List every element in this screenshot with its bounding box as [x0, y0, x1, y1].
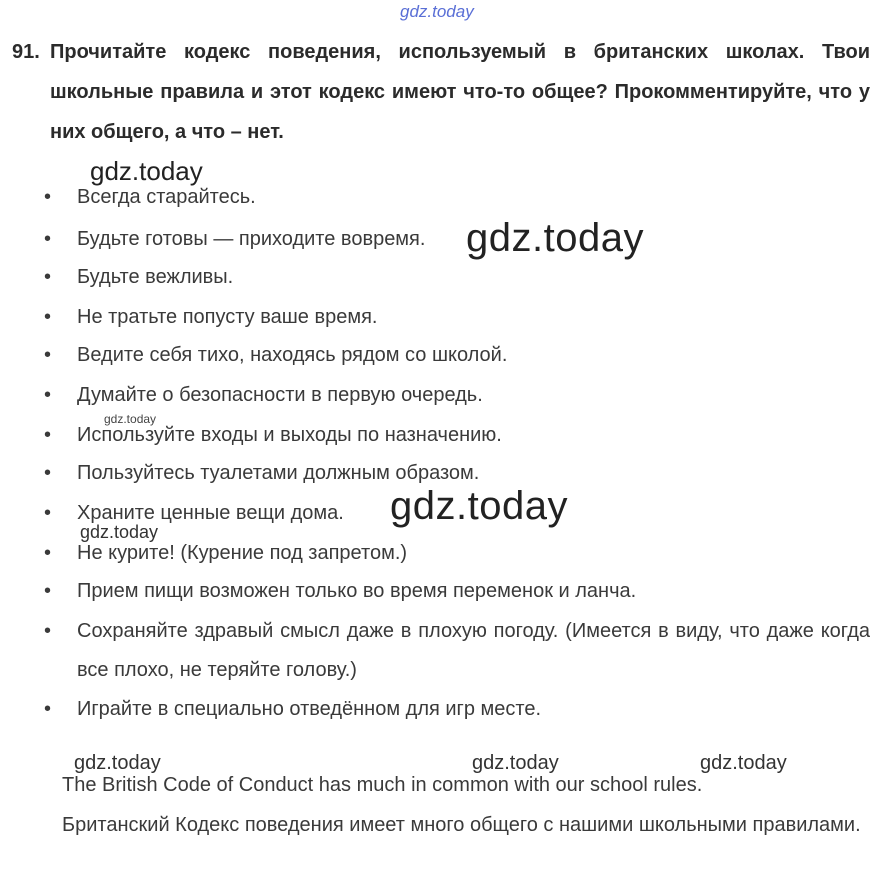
task-text: Прочитайте кодекс поведения, используемый в британских школах. Твои школьные правила и этот кодекс имеют что-то общее? Прокомментируйте, что у них общего, а что – нет. [50, 41, 870, 143]
bullet: • [44, 186, 52, 208]
bullet: • [44, 306, 52, 328]
list-item [44, 220, 870, 259]
rule-text: Пользуйтесь туалетами должным образом. [77, 462, 480, 484]
rule-text: Используйте входы и выходы по назначению. [77, 424, 502, 446]
watermark: gdz.today [472, 752, 559, 774]
list-item [44, 690, 870, 729]
task-heading [12, 32, 870, 152]
list-item [44, 376, 870, 415]
list-item [44, 178, 870, 217]
list-item [44, 336, 870, 375]
answer-russian: Британский Кодекс поведения имеет много общего с нашими школьными правилами. [62, 814, 861, 836]
bullet: • [44, 698, 52, 720]
rule-text: Прием пищи возможен только во время переменок и ланча. [77, 580, 637, 602]
list-item [44, 454, 870, 493]
rule-text: Думайте о безопасности в первую очередь. [77, 384, 483, 406]
bullet: • [44, 580, 52, 602]
bullet: • [44, 384, 52, 406]
task-number: 91. [12, 41, 40, 63]
watermark: gdz.today [466, 216, 644, 260]
bullet: • [44, 502, 52, 524]
watermark-top: gdz.today [400, 2, 474, 21]
bullet: • [44, 620, 52, 642]
bullet: • [44, 266, 52, 288]
rule-text: Не курите! (Курение под запретом.) [77, 542, 408, 564]
bullet: • [44, 542, 52, 564]
rule-text: Сохраняйте здравый смысл даже в плохую погоду. (Имеется в виду, что даже когда все плохо, не теряйте голову.) [77, 620, 870, 681]
watermark: gdz.today [390, 484, 568, 528]
list-item [44, 258, 870, 297]
list-item [44, 534, 870, 573]
watermark: gdz.today [700, 752, 787, 774]
rule-text: Играйте в специально отведённом для игр месте. [77, 698, 542, 720]
watermark: gdz.today [104, 412, 157, 426]
bullet: • [44, 424, 52, 446]
rule-text: Не тратьте попусту ваше время. [77, 306, 378, 328]
list-item [44, 298, 870, 337]
watermark: gdz.today [90, 156, 203, 186]
watermark: gdz.today [74, 752, 161, 774]
list-item [44, 612, 870, 690]
rule-text: Будьте вежливы. [77, 266, 234, 288]
list-item [44, 494, 870, 533]
answer-english: The British Code of Conduct has much in common with our school rules. [62, 774, 703, 796]
bullet: • [44, 344, 52, 366]
list-item [44, 416, 870, 455]
bullet: • [44, 462, 52, 484]
rule-text: Ведите себя тихо, находясь рядом со школой. [77, 344, 508, 366]
list-item [44, 572, 870, 611]
bullet: • [44, 228, 52, 250]
watermark: gdz.today [80, 522, 159, 542]
rule-text: Храните ценные вещи дома. [77, 502, 344, 524]
rule-text: Будьте готовы — приходите вовремя. [77, 228, 426, 250]
rule-text: Всегда старайтесь. [77, 186, 256, 208]
